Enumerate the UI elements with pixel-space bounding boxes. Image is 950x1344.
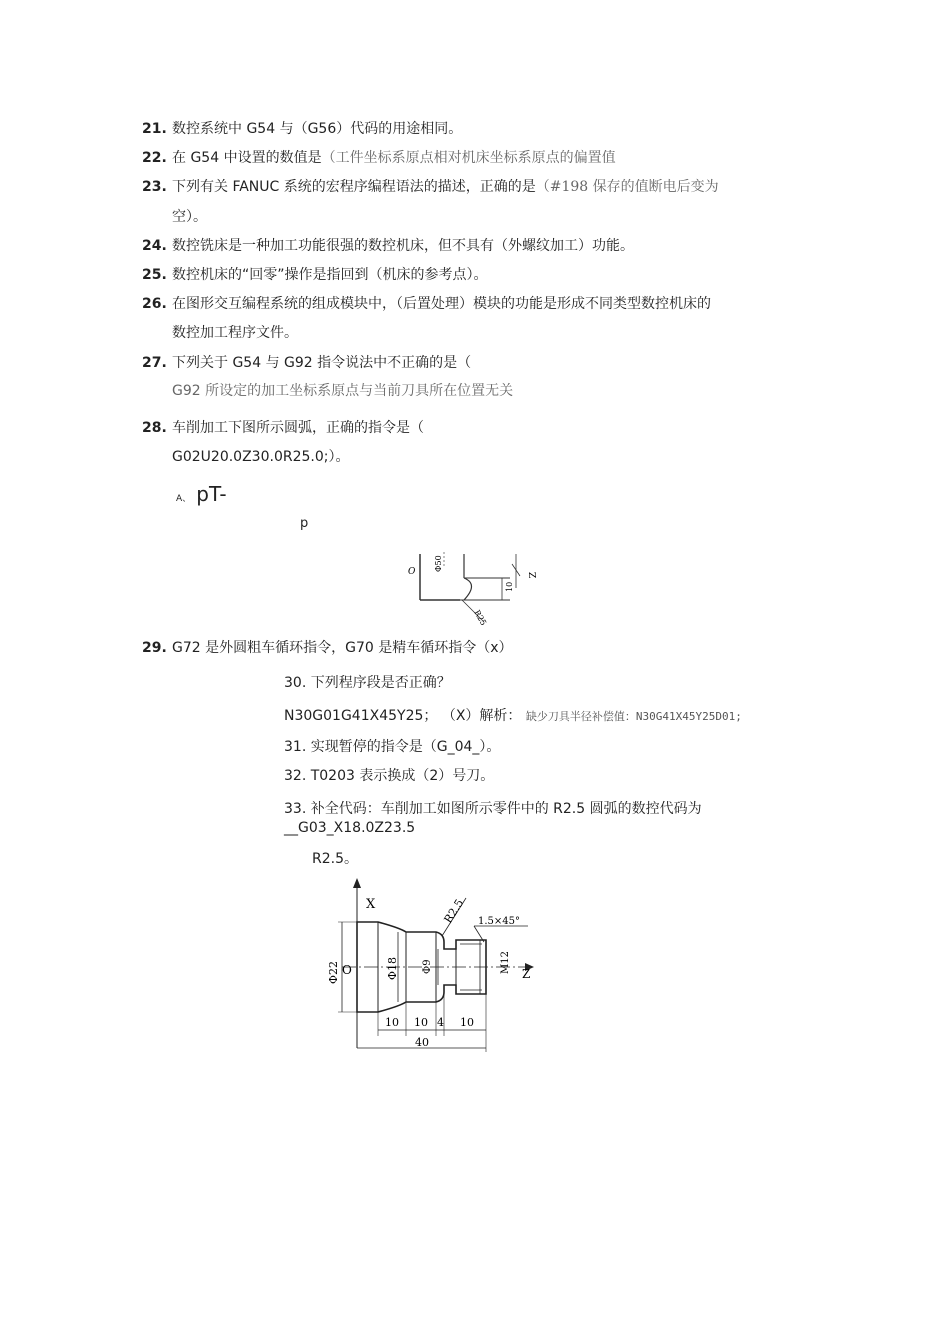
question-22 [142, 147, 616, 169]
dim-1: 10 [385, 1016, 399, 1029]
arc-turning-figure [404, 548, 554, 628]
origin-label: O [408, 567, 416, 577]
turned-part-figure [320, 876, 550, 1056]
d9-label: Φ9 [422, 959, 433, 974]
z-axis-label: Z [522, 967, 531, 981]
answer-text: 空）。 [172, 209, 207, 225]
question-text: 数控机床的“回零”操作是指回到（机床的参考点）。 [172, 267, 488, 283]
origin-label: O [342, 963, 352, 977]
question-26 [142, 293, 711, 315]
question-23 [142, 176, 719, 198]
question-number: 22. [142, 150, 167, 166]
question-30-answer [284, 705, 742, 728]
question-30: 30. 下列程序段是否正确？ [284, 675, 451, 691]
radius-label: R25 [472, 608, 489, 628]
question-number: 29. [142, 640, 167, 656]
analysis-note: 缺少刀具半径补偿值：N30G41X45Y25D01; [525, 710, 742, 723]
question-text: 车削加工下图所示圆弧，正确的指令是（ [172, 420, 424, 436]
dim-4: 10 [460, 1016, 474, 1029]
question-text: 数控铣床是一种加工功能很强的数控机床，但不具有（外螺纹加工）功能。 [172, 238, 634, 254]
z-axis-label: Z [526, 572, 536, 579]
answer-text: （#198 保存的值断电后变为 [535, 179, 719, 195]
question-24 [142, 235, 634, 257]
dim-3: 4 [437, 1016, 444, 1029]
question-32: 32. T0203 表示换成（2）号刀。 [284, 768, 495, 784]
question-number: 23. [142, 179, 167, 195]
question-28 [142, 417, 424, 439]
x-axis-label: X [366, 897, 376, 912]
question-number: 28. [142, 420, 167, 436]
option-a [176, 482, 227, 506]
question-27-answer: G92 所设定的加工坐标系原点与当前刀具所在位置无关 [172, 383, 514, 399]
question-number: 21. [142, 121, 167, 137]
length-label: 10 [505, 581, 514, 592]
answer-text: （工件坐标系原点相对机床坐标系原点的偏置值 [321, 150, 616, 166]
stray-glyph: p [300, 516, 309, 531]
d22-label: Φ22 [327, 960, 340, 984]
question-31: 31. 实现暂停的指令是（G_04_）。 [284, 739, 501, 755]
question-number: 24. [142, 238, 167, 254]
question-text: 在图形交互编程系统的组成模块中，（后置处理）模块的功能是形成不同类型数控机床的 [172, 296, 711, 312]
question-21 [142, 118, 462, 140]
dim-total: 40 [415, 1036, 429, 1049]
question-number: 25. [142, 267, 167, 283]
chamfer-label: 1.5×45° [478, 916, 521, 927]
question-29 [142, 637, 513, 659]
dia50-label: Φ50 [434, 555, 443, 572]
question-33-line2: __G03_X18.0Z23.5 [284, 820, 416, 836]
question-27 [142, 352, 471, 374]
m12-label: M12 [500, 951, 511, 974]
question-33-line3: R2.5。 [312, 851, 358, 867]
question-text: 下列有关 FANUC 系统的宏程序编程语法的描述，正确的是 [172, 179, 536, 195]
question-number: 27. [142, 355, 167, 371]
question-text: 下列关于 G54 与 G92 指令说法中不正确的是（ [172, 355, 472, 371]
question-text: 在 G54 中设置的数值是 [172, 150, 322, 166]
question-text: 数控系统中 G54 与（G56）代码的用途相同。 [172, 121, 463, 137]
code-line: N30G01G41X45Y25； [284, 708, 438, 724]
d18-label: Φ18 [386, 956, 399, 980]
question-26-continuation: 数控加工程序文件。 [172, 325, 298, 341]
question-28-answer: G02U20.0Z30.0R25.0;）。 [172, 449, 350, 465]
verdict-text: （X）解析： [441, 708, 522, 724]
question-number: 26. [142, 296, 167, 312]
option-letter: A、 [176, 494, 192, 504]
question-33: 33. 补全代码：车削加工如图所示零件中的 R2.5 圆弧的数控代码为 [284, 801, 702, 817]
r25-label: R2.5 [441, 896, 467, 926]
option-text: pT- [196, 482, 227, 506]
question-text: G72 是外圆粗车循环指令，G70 是精车循环指令（x） [172, 640, 513, 656]
dim-2: 10 [414, 1016, 428, 1029]
question-23-continuation [172, 206, 207, 228]
question-25 [142, 264, 488, 286]
